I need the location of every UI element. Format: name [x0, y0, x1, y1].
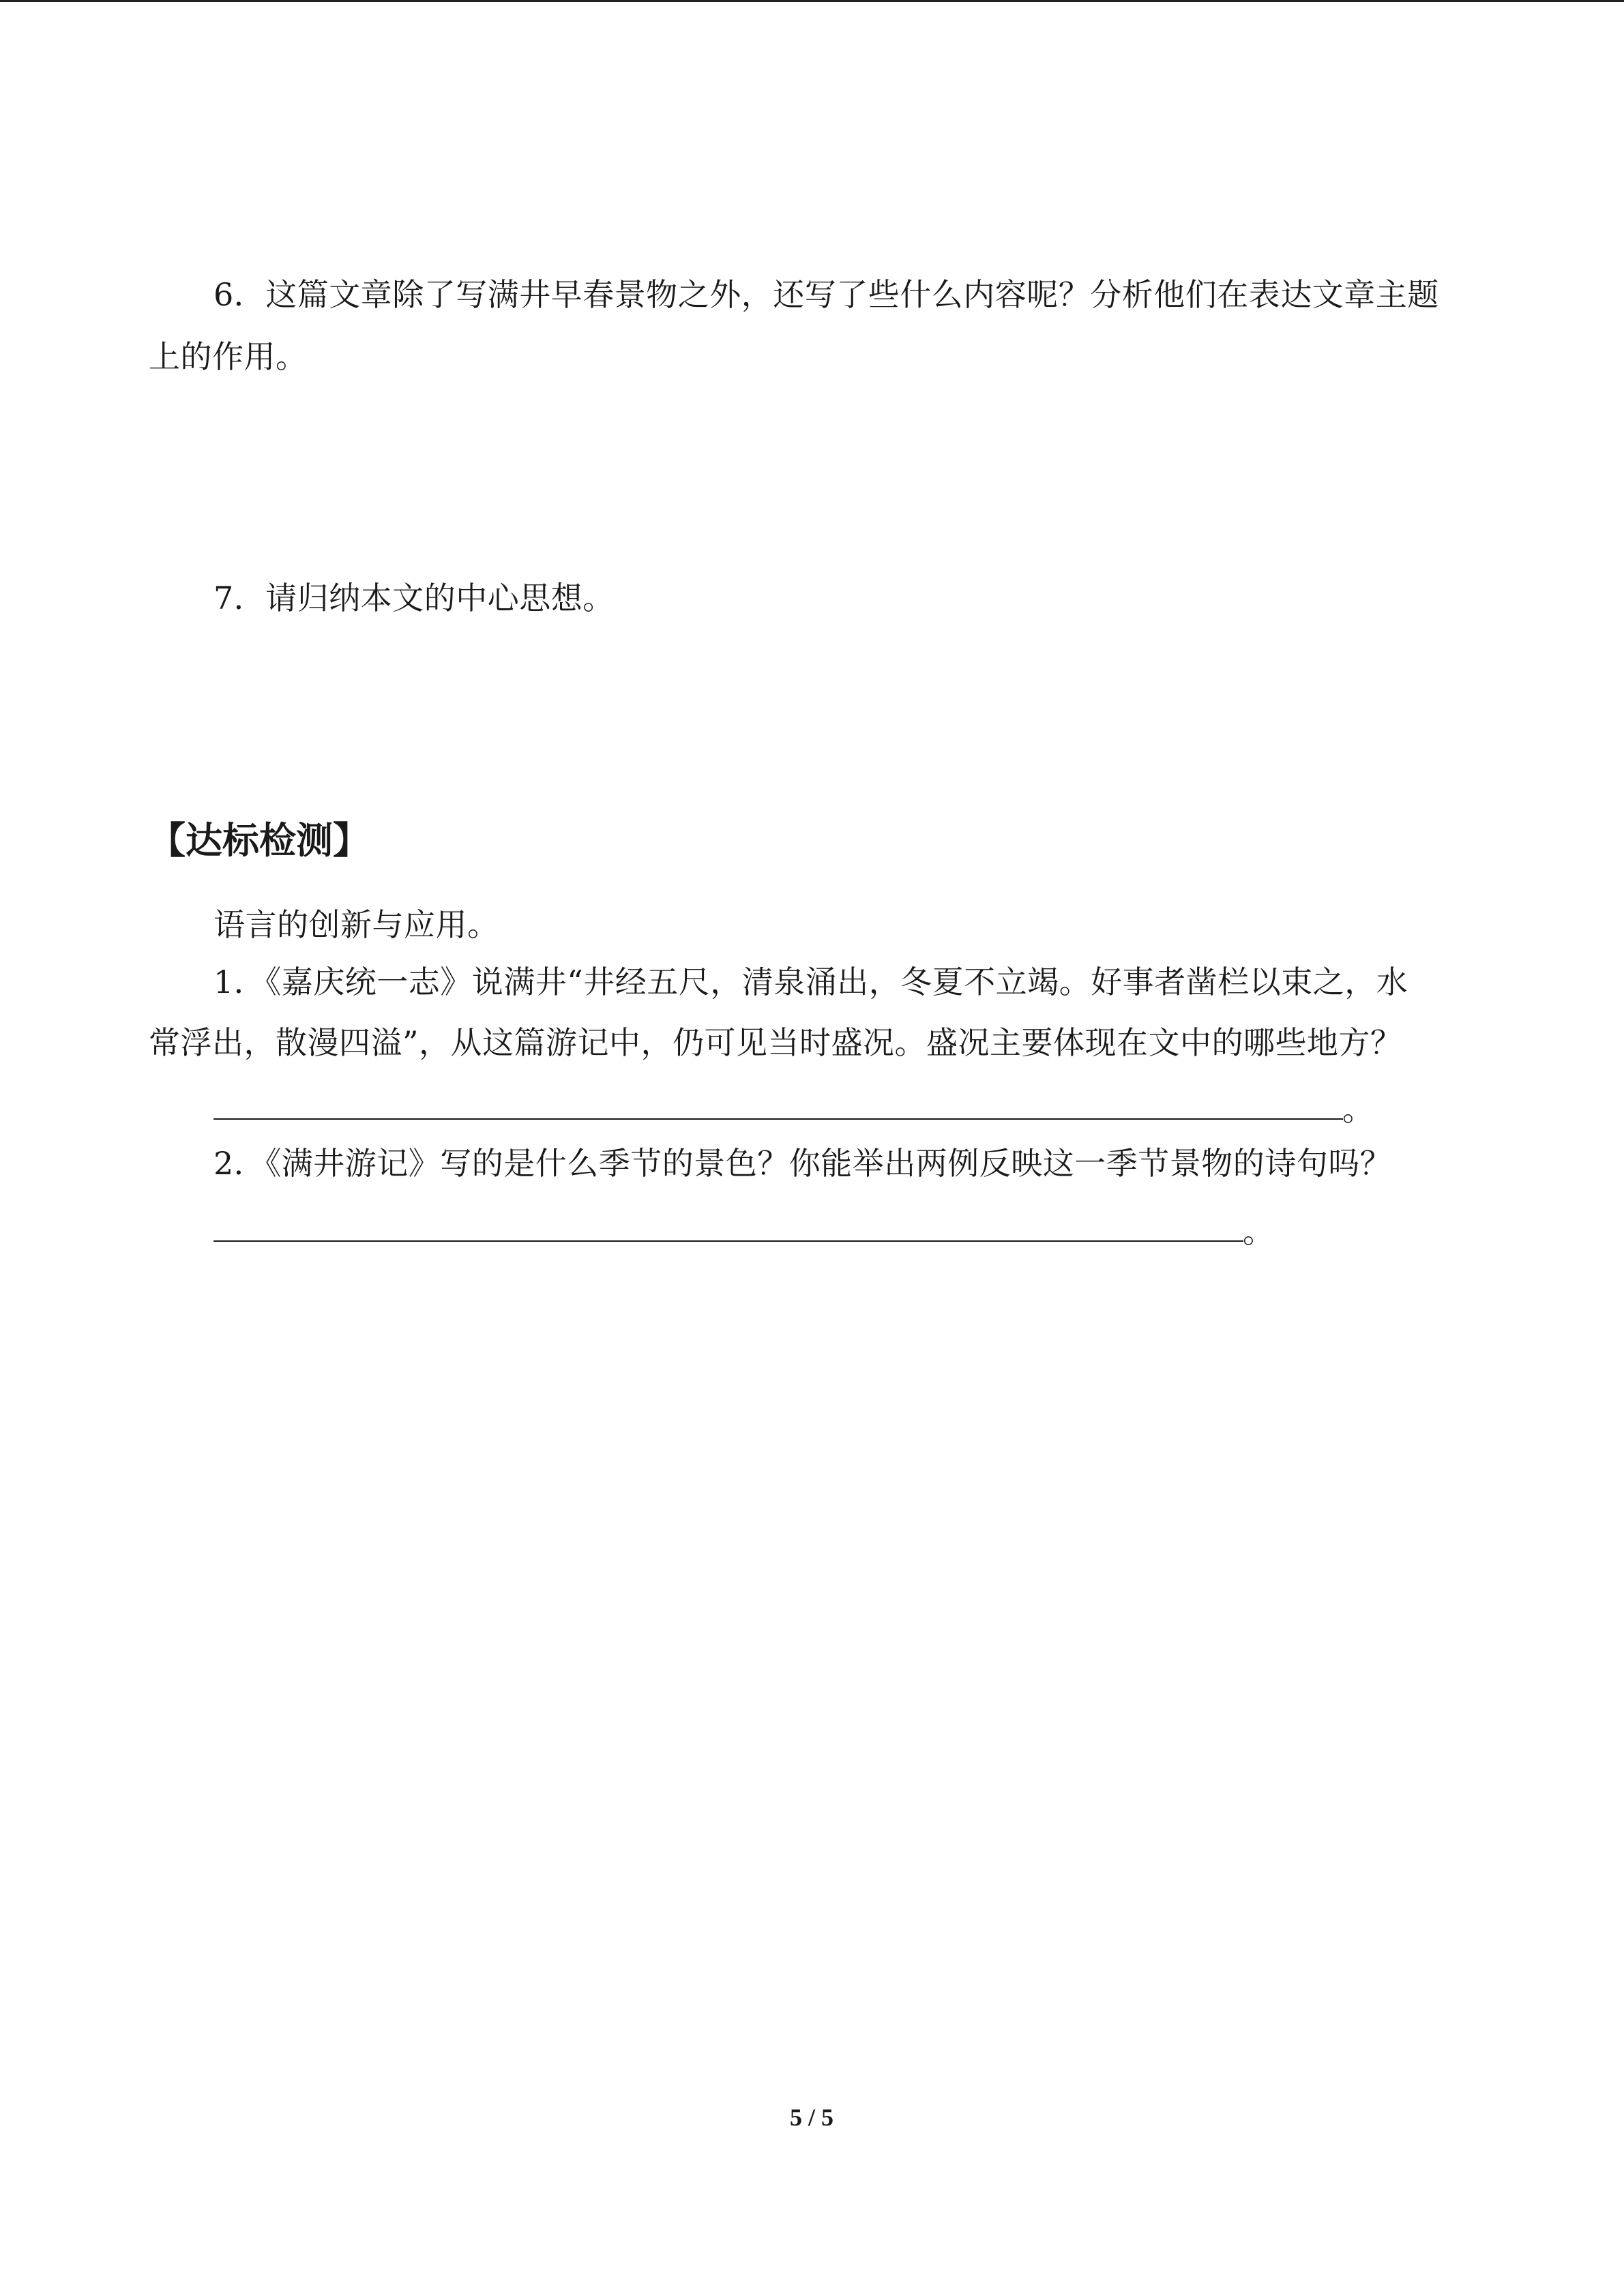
item-1-line-1: 1．《嘉庆统一志》说满井“井经五尺，清泉涌出，冬夏不立竭。好事者凿栏以束之，水 — [213, 964, 1408, 1000]
item-2-line-1: 2．《满井游记》写的是什么季节的景色？你能举出两例反映这一季节景物的诗句吗？ — [213, 1145, 1392, 1182]
item-1-end-mark: 。 — [1342, 1091, 1374, 1128]
question-6-line-1: 6．这篇文章除了写满井早春景物之外，还写了些什么内容呢？分析他们在表达文章主题 — [213, 276, 1439, 313]
item-1-line-2: 常浮出，散漫四溢”，从这篇游记中，仍可见当时盛况。盛况主要体现在文中的哪些地方？ — [149, 1024, 1402, 1061]
question-7-line-1: 7．请归纳本文的中心思想。 — [213, 580, 615, 616]
page-top-border — [0, 0, 1624, 2]
section-intro: 语言的创新与应用。 — [213, 906, 499, 943]
page-number: 5 / 5 — [789, 2104, 833, 2131]
item-2-answer-blank[interactable] — [213, 1240, 1243, 1242]
section-heading: 【达标检测】 — [149, 819, 370, 862]
question-6-line-2: 上的作用。 — [149, 338, 308, 375]
item-2-end-mark: 。 — [1243, 1213, 1274, 1250]
item-1-answer-blank[interactable] — [213, 1118, 1343, 1120]
